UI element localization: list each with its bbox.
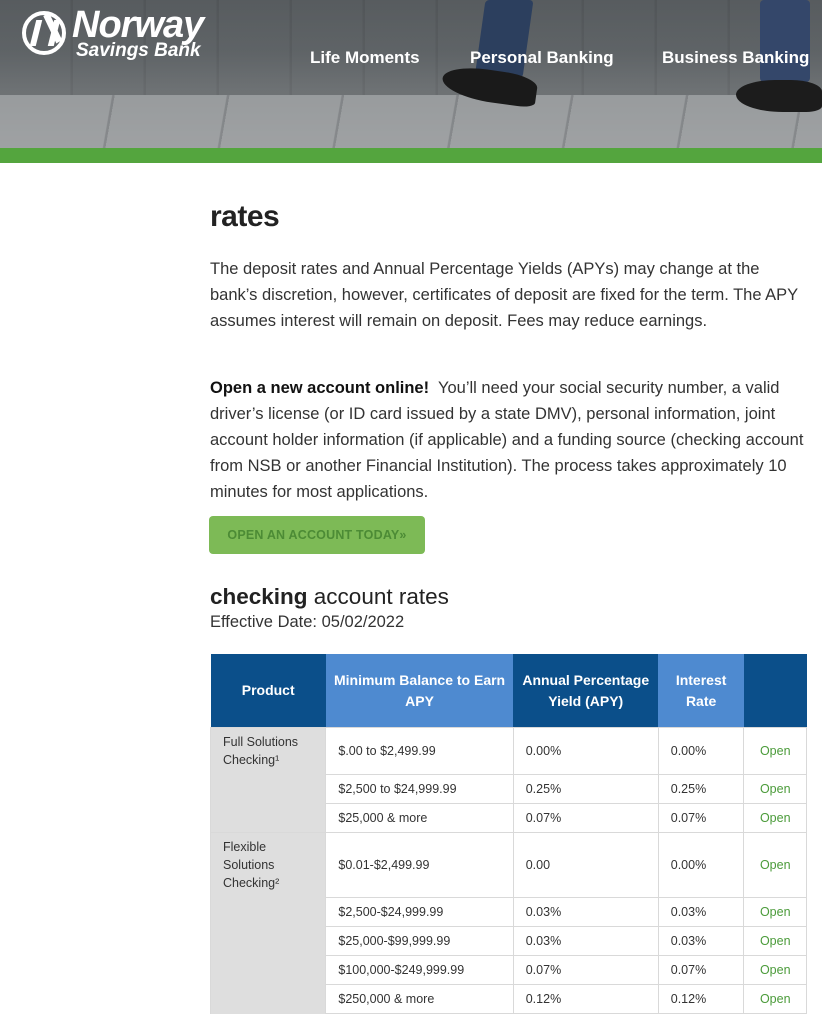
nav-personal-banking[interactable]: Personal Banking [470, 48, 614, 67]
apy-cell: 0.00% [513, 728, 658, 775]
hero-leg [760, 0, 810, 82]
logo-text [72, 6, 203, 60]
open-link[interactable]: Open [744, 927, 807, 956]
green-divider [0, 148, 822, 163]
table-row [211, 804, 807, 833]
col-header-action [744, 654, 807, 728]
open-link[interactable]: Open [744, 833, 807, 898]
table-row [211, 956, 807, 985]
open-link[interactable]: Open [744, 898, 807, 927]
logo-line1: Norway [72, 4, 204, 46]
balance-cell: $0.01-$2,499.99 [326, 833, 513, 898]
product-cell: Flexible Solutions Checking² [211, 833, 326, 898]
col-header-min-balance: Minimum Balance to Earn APY [326, 654, 513, 728]
rate-cell: 0.00% [658, 728, 744, 775]
col-header-interest-rate: Interest Rate [658, 654, 744, 728]
apy-cell: 0.07% [513, 804, 658, 833]
open-link[interactable]: Open [744, 956, 807, 985]
table-row [211, 775, 807, 804]
col-header-product: Product [211, 654, 326, 728]
product-cell [211, 775, 326, 804]
open-online-heading: Open a new account online! [210, 379, 430, 397]
nav-life-moments[interactable]: Life Moments [310, 48, 420, 67]
apy-cell: 0.25% [513, 775, 658, 804]
main-content [210, 200, 810, 631]
open-link[interactable]: Open [744, 804, 807, 833]
open-link[interactable]: Open [744, 985, 807, 1014]
effective-date: Effective Date: 05/02/2022 [210, 613, 405, 631]
hero-pavement [0, 95, 822, 148]
table-row [211, 898, 807, 927]
product-cell [211, 898, 326, 927]
rate-cell: 0.00% [658, 833, 744, 898]
apy-cell: 0.00 [513, 833, 658, 898]
open-account-button[interactable]: OPEN AN ACCOUNT TODAY» [209, 516, 425, 554]
product-cell [211, 804, 326, 833]
logo-line2: Savings Bank [76, 40, 201, 61]
open-link[interactable]: Open [744, 728, 807, 775]
table-header-row [211, 654, 807, 728]
balance-cell: $2,500 to $24,999.99 [326, 775, 513, 804]
product-cell: Full Solutions Checking¹ [211, 728, 326, 775]
balance-cell: $.00 to $2,499.99 [326, 728, 513, 775]
rate-cell: 0.03% [658, 898, 744, 927]
bank-logo[interactable] [22, 6, 203, 60]
table-row [211, 833, 807, 898]
table-row [211, 985, 807, 1014]
rate-cell: 0.12% [658, 985, 744, 1014]
balance-cell: $25,000 & more [326, 804, 513, 833]
apy-cell: 0.03% [513, 898, 658, 927]
product-cell [211, 985, 326, 1014]
section-title-rest: account rates [307, 584, 449, 609]
intro-paragraph: The deposit rates and Annual Percentage Yields (APYs) may change at the bank’s discretion, however, certificates of deposit are fixed for the term. The APY assumes interest will remain on deposit. Fees may reduce earnings. [210, 260, 798, 330]
balance-cell: $100,000-$249,999.99 [326, 956, 513, 985]
rate-cell: 0.07% [658, 956, 744, 985]
balance-cell: $2,500-$24,999.99 [326, 898, 513, 927]
rate-cell: 0.03% [658, 927, 744, 956]
product-cell [211, 956, 326, 985]
product-cell [211, 927, 326, 956]
apy-cell: 0.07% [513, 956, 658, 985]
col-header-apy: Annual Percentage Yield (APY) [513, 654, 658, 728]
apy-cell: 0.12% [513, 985, 658, 1014]
checking-rates-table [210, 654, 807, 1014]
rate-cell: 0.07% [658, 804, 744, 833]
open-online-text: You’ll need your social security number, a valid driver’s license (or ID card issued by a state DMV), personal information, joint account holder information (if applicable) and a funding source (checking account from NSB or another Financial Institution). The process takes approximately 10 minutes for most applications. [210, 379, 804, 501]
table-row [211, 927, 807, 956]
nav-business-banking[interactable]: Business Banking [662, 48, 810, 67]
balance-cell: $250,000 & more [326, 985, 513, 1014]
page-title: rates [210, 200, 280, 233]
open-online-paragraph [210, 375, 810, 505]
hero-banner [0, 0, 822, 148]
table-row [211, 728, 807, 775]
apy-cell: 0.03% [513, 927, 658, 956]
open-link[interactable]: Open [744, 775, 807, 804]
logo-mark-icon [22, 11, 66, 55]
balance-cell: $25,000-$99,999.99 [326, 927, 513, 956]
section-title-bold: checking [210, 584, 308, 609]
checking-section-title [210, 584, 449, 610]
rate-cell: 0.25% [658, 775, 744, 804]
